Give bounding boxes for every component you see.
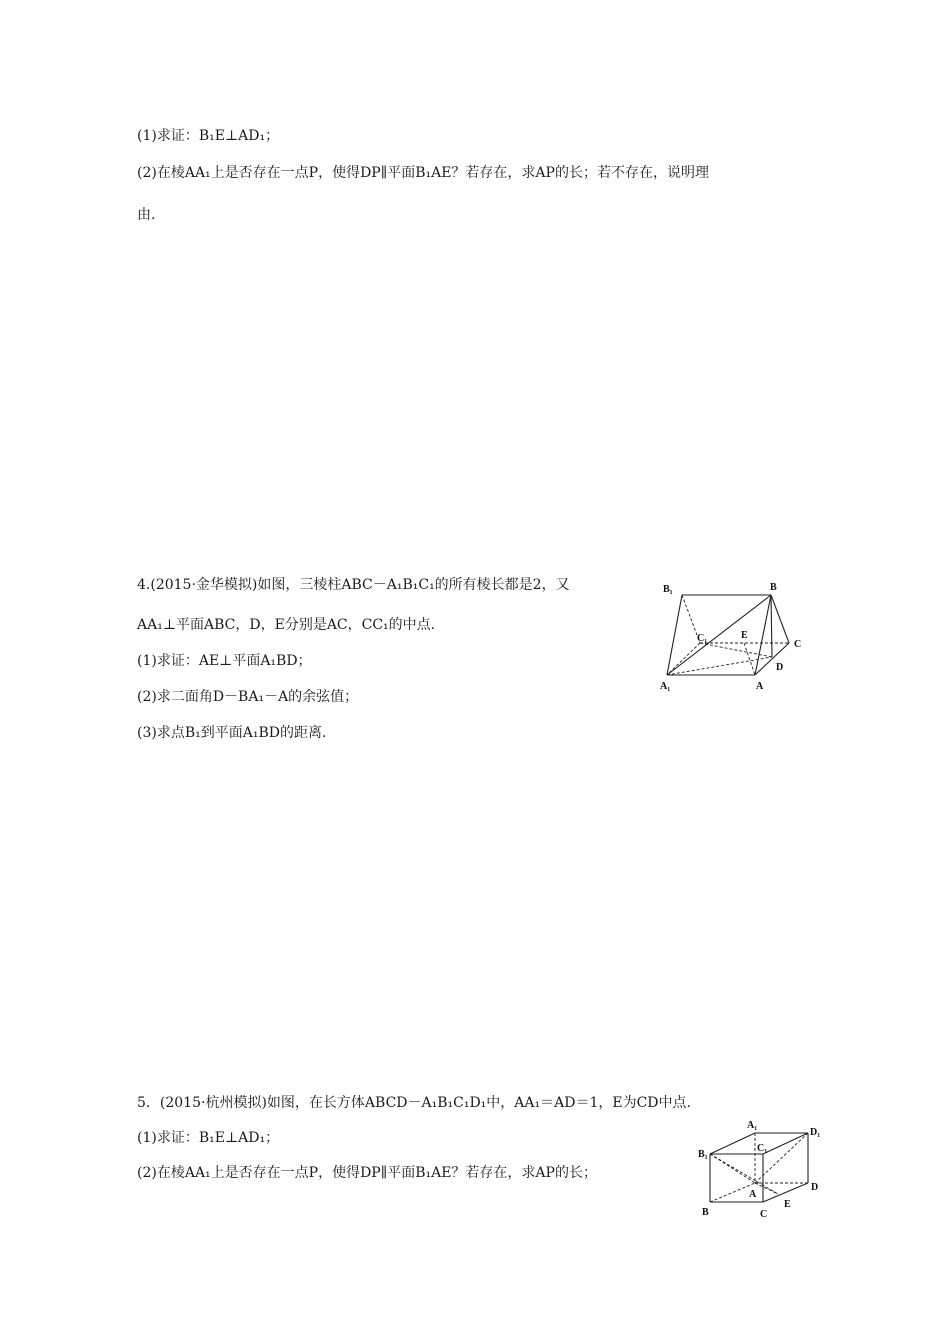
label-C: C: [794, 639, 802, 650]
label-D: D: [776, 662, 784, 673]
p3-question-1: (1)求证：B₁E⊥AD₁；: [137, 128, 280, 144]
p5-question-1: (1)求证：B₁E⊥AD₁；: [137, 1130, 280, 1146]
p4-intro-2: AA₁⊥平面ABC，D，E分别是AC，CC₁的中点.: [137, 617, 436, 633]
p4-question-1: (1)求证：AE⊥平面A₁BD；: [137, 653, 312, 669]
label-E: E: [741, 630, 748, 641]
label-A: A: [749, 1189, 757, 1200]
prism-figure: [655, 575, 815, 700]
label-A: A: [756, 681, 764, 692]
p5-question-2: (2)在棱AA₁上是否存在一点P，使得DP∥平面B₁AE？若存在，求AP的长；: [137, 1165, 597, 1181]
label-C1: C₁: [757, 1143, 768, 1154]
label-B1: B₁: [698, 1149, 708, 1160]
p4-question-2: (2)求二面角D－BA₁－A的余弦值；: [137, 689, 359, 705]
p4-question-3: (3)求点B₁到平面A₁BD的距离.: [137, 725, 327, 741]
p3-question-2-end: 由.: [137, 207, 156, 223]
label-B1: B₁: [663, 584, 673, 595]
label-C: C: [760, 1209, 768, 1220]
label-A1: A₁: [660, 681, 671, 692]
label-C1: C₁: [697, 633, 708, 644]
label-E: E: [784, 1199, 791, 1210]
p4-intro: 4.(2015·金华模拟)如图，三棱柱ABC－A₁B₁C₁的所有棱长都是2，又: [137, 577, 570, 593]
label-D: D: [811, 1182, 819, 1193]
prism-solid-edges: [667, 595, 789, 675]
label-B: B: [770, 582, 777, 593]
cuboid-figure: [695, 1118, 835, 1223]
p5-intro: 5．(2015·杭州模拟)如图，在长方体ABCD－A₁B₁C₁D₁中，AA₁＝AD＝1，E为CD中点.: [137, 1095, 691, 1111]
p3-question-2: (2)在棱AA₁上是否存在一点P，使得DP∥平面B₁AE？若存在，求AP的长；若不存在，说明理: [137, 165, 709, 181]
label-A1: A₁: [747, 1120, 758, 1131]
label-D1: D₁: [810, 1127, 821, 1138]
label-B: B: [702, 1207, 709, 1218]
